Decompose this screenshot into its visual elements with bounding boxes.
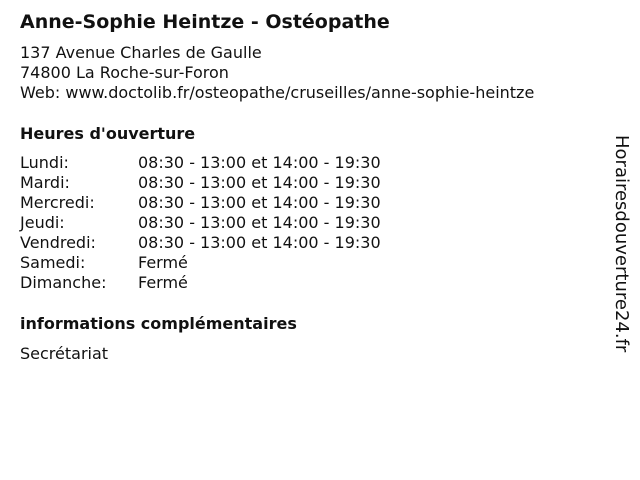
- day-hours: Fermé: [138, 273, 188, 292]
- website-line: Web: www.doctolib.fr/osteopathe/cruseilles/anne-sophie-heintze: [20, 83, 535, 102]
- info-heading: informations complémentaires: [20, 314, 297, 333]
- day-hours: 08:30 - 13:00 et 14:00 - 19:30: [138, 193, 381, 212]
- day-label: Mercredi:: [20, 193, 95, 212]
- address-city: 74800 La Roche-sur-Foron: [20, 63, 229, 82]
- day-label: Samedi:: [20, 253, 86, 272]
- day-hours: 08:30 - 13:00 et 14:00 - 19:30: [138, 153, 381, 172]
- hours-heading: Heures d'ouverture: [20, 124, 196, 143]
- day-hours: Fermé: [138, 253, 188, 272]
- watermark: [610, 135, 634, 373]
- day-label: Lundi:: [20, 153, 69, 172]
- day-hours: 08:30 - 13:00 et 14:00 - 19:30: [138, 173, 381, 192]
- day-label: Jeudi:: [20, 213, 65, 232]
- day-label: Vendredi:: [20, 233, 96, 252]
- day-label: Dimanche:: [20, 273, 107, 292]
- watermark-text: Horairesdouverture24.fr: [611, 135, 632, 353]
- address-block: [20, 43, 534, 103]
- page-title: Anne-Sophie Heintze - Ostéopathe: [20, 11, 390, 33]
- day-hours: 08:30 - 13:00 et 14:00 - 19:30: [138, 213, 381, 232]
- day-hours: 08:30 - 13:00 et 14:00 - 19:30: [138, 233, 381, 252]
- address-street: 137 Avenue Charles de Gaulle: [20, 43, 262, 62]
- day-label: Mardi:: [20, 173, 70, 192]
- info-text: Secrétariat: [20, 344, 109, 363]
